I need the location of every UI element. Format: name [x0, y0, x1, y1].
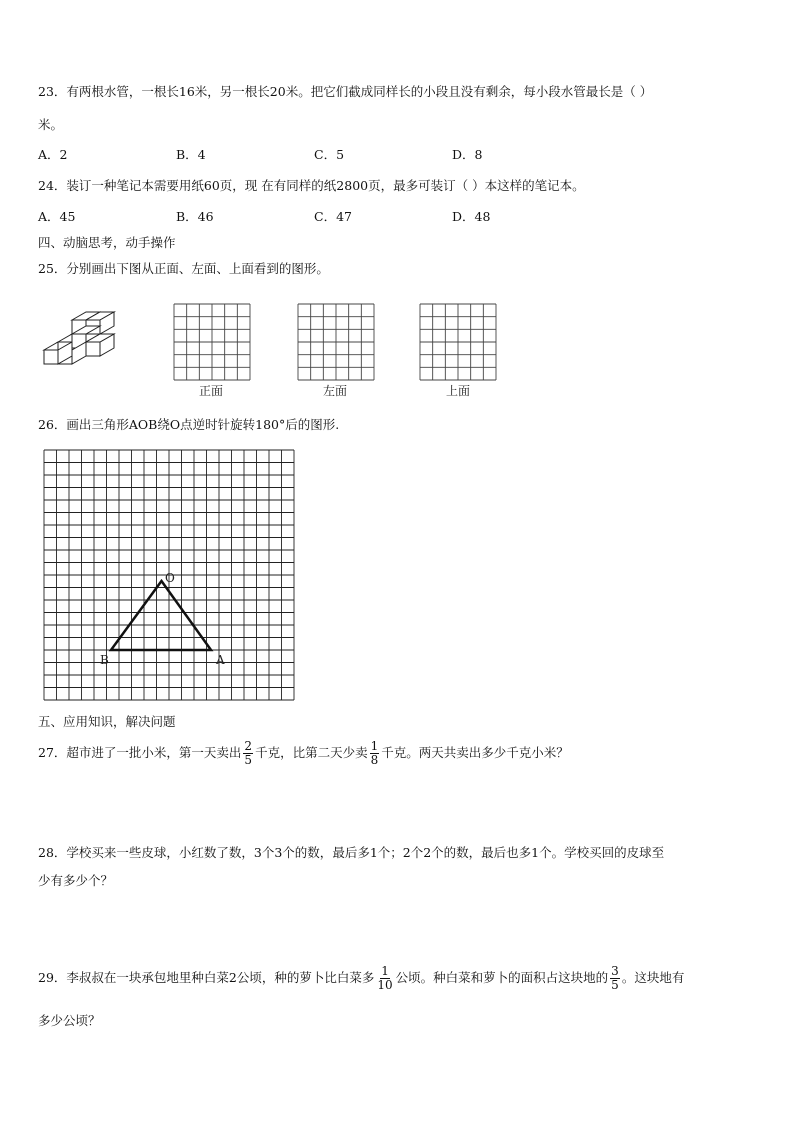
section4-title: 四、动脑思考，动手操作	[38, 235, 176, 250]
q29-part2: 公顷。种白菜和萝卜的面积占这块地的	[395, 970, 609, 985]
q29-part1: 29．李叔叔在一块承包地里种白菜2公顷，种的萝卜比白菜多	[38, 970, 375, 985]
q23-option-d[interactable]: D．8	[452, 147, 483, 162]
q28-line1: 28．学校买来一些皮球，小红数了数，3个3个的数，最后多1个；2个2个的数，最后也多1个。学校买回的皮球至	[38, 845, 665, 860]
q23-option-a[interactable]: A．2	[38, 147, 68, 162]
q26-text: 26．画出三角形AOB绕O点逆时针旋转180°后的图形.	[38, 417, 340, 432]
q24-option-b[interactable]: B．46	[176, 209, 214, 224]
section5-title: 五、应用知识，解决问题	[38, 714, 176, 729]
q29-text	[38, 963, 684, 993]
q29-fraction-1	[376, 965, 393, 992]
q27-frac1-den: 5	[244, 753, 253, 767]
q27-frac2-num: 1	[370, 739, 379, 753]
q24-text: 24．装订一种笔记本需要用纸60页，现 在有同样的纸2800页，最多可装订（ ）本这样的笔记本。	[38, 178, 585, 193]
cube-stack-figure	[44, 312, 124, 374]
q25-text: 25．分别画出下图从正面、左面、上面看到的图形。	[38, 261, 329, 276]
q29-line2: 多少公顷？	[38, 1013, 101, 1028]
q27-part1: 27．超市进了一批小米，第一天卖出	[38, 745, 242, 760]
point-b-label: B	[100, 653, 109, 667]
front-view-grid[interactable]	[174, 304, 250, 380]
q27-frac1-num: 2	[244, 739, 253, 753]
q24-option-d[interactable]: D．48	[452, 209, 491, 224]
q29-frac1-num: 1	[381, 964, 389, 978]
q29-frac2-den: 5	[611, 978, 619, 992]
q27-part3: 千克。两天共卖出多少千克小米？	[381, 745, 569, 760]
point-o-label: O	[165, 571, 175, 585]
q23-option-b[interactable]: B．4	[176, 147, 206, 162]
q23-text-line2: 米。	[38, 117, 64, 132]
left-view-label: 左面	[323, 384, 348, 398]
q29-part3: 。这块地有	[621, 970, 685, 985]
q28-line2: 少有多少个？	[38, 873, 114, 888]
q27-fraction-2	[370, 740, 380, 767]
front-view-label: 正面	[199, 384, 224, 398]
q29-fraction-2	[610, 965, 620, 992]
q27-fraction-1	[243, 740, 253, 767]
q27-part2: 千克，比第二天少卖	[255, 745, 368, 760]
q23-text-line1: 23．有两根水管，一根长16米，另一根长20米。把它们截成同样长的小段且没有剩余，每小段水管最长是（ ）	[38, 84, 653, 99]
q24-option-c[interactable]: C．47	[314, 209, 352, 224]
q29-frac2-num: 3	[611, 964, 619, 978]
q29-frac1-den: 10	[377, 978, 393, 992]
left-view-grid[interactable]	[298, 304, 374, 380]
top-view-label: 上面	[446, 384, 471, 398]
q27-text	[38, 738, 569, 768]
q27-frac2-den: 8	[370, 753, 379, 767]
point-a-label: A	[216, 653, 225, 667]
top-view-grid[interactable]	[420, 304, 496, 380]
q23-option-c[interactable]: C．5	[314, 147, 345, 162]
q24-option-a[interactable]: A．45	[38, 209, 76, 224]
